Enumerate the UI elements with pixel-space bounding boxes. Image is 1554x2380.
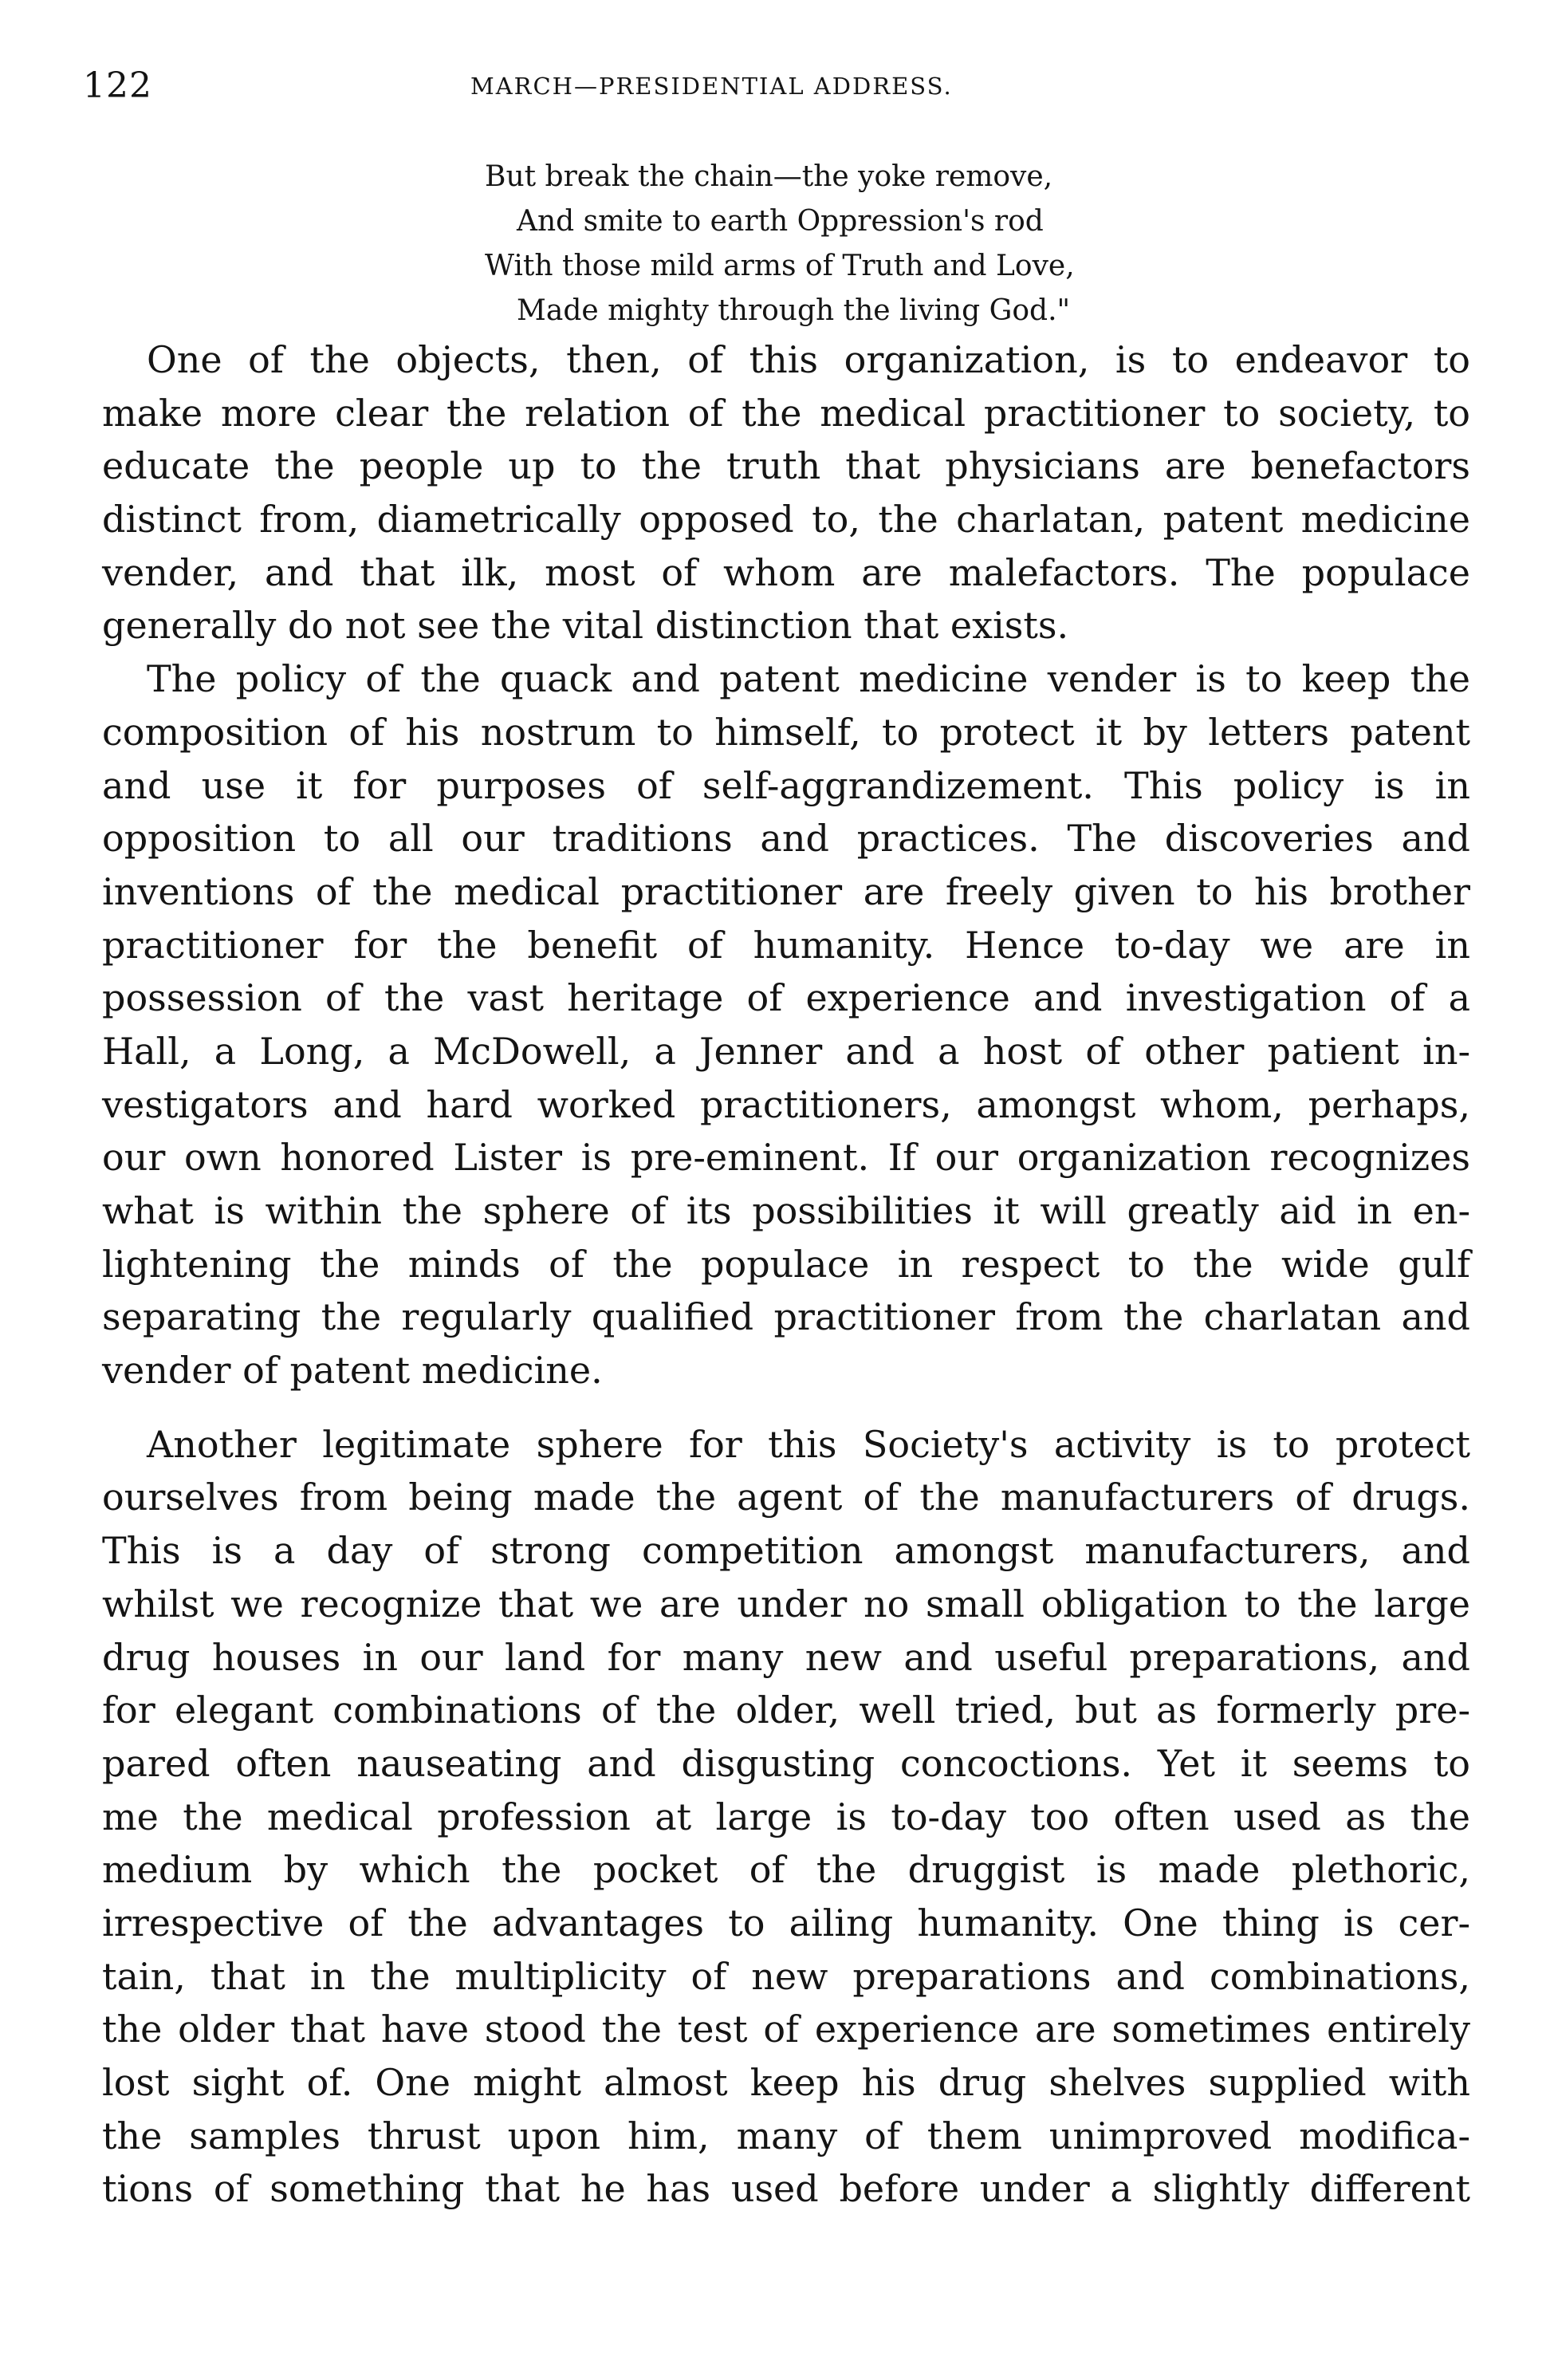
text-line: Another legitimate sphere for this Society's activity is to protect <box>147 1422 1470 1466</box>
text-line: separating the regularly qualified practitioner from the charlatan and <box>102 1295 1470 1339</box>
text-line: distinct from, diametrically opposed to, the charlatan, patent medicine <box>102 498 1470 542</box>
text-line: drug houses in our land for many new and useful preparations, and <box>102 1635 1470 1679</box>
paragraph-drug-manufacturers <box>102 1418 1470 2216</box>
running-title: MARCH—PRESIDENTIAL ADDRESS. <box>470 73 953 100</box>
text-line: The policy of the quack and patent medicine vender is to keep the <box>147 657 1470 701</box>
text-line: and use it for purposes of self-aggrandizement. This policy is in <box>102 763 1470 807</box>
text-line: This is a day of strong competition amongst manufacturers, and <box>102 1529 1470 1573</box>
text-line: our own honored Lister is pre-eminent. If our organization recognizes <box>102 1136 1470 1180</box>
page-number: 122 <box>83 65 152 106</box>
paragraph-quack-policy <box>102 652 1470 1397</box>
text-line: the older that have stood the test of experience are sometimes entirely <box>102 2008 1470 2051</box>
text-line: opposition to all our traditions and practices. The discoveries and <box>102 817 1470 861</box>
text-line: lost sight of. One might almost keep his drug shelves supplied with <box>102 2061 1470 2104</box>
text-line: educate the people up to the truth that physicians are benefactors <box>102 444 1470 488</box>
poem-line: With those mild arms of Truth and Love, <box>485 250 1075 282</box>
text-line: irrespective of the advantages to ailing humanity. One thing is cer- <box>102 1901 1470 1945</box>
text-line: tain, that in the multiplicity of new preparations and combinations, <box>102 1954 1470 1998</box>
text-line: practitioner for the benefit of humanity. Hence to-day we are in <box>102 923 1470 967</box>
text-line: me the medical profession at large is to-day too often used as the <box>102 1795 1470 1838</box>
paragraph-objects <box>102 333 1470 652</box>
text-line: pared often nauseating and disgusting concoctions. Yet it seems to <box>102 1741 1470 1785</box>
poem-line: And smite to earth Oppression's rod <box>517 205 1044 238</box>
text-line: the samples thrust upon him, many of them unimproved modifica- <box>102 2114 1470 2157</box>
text-line: for elegant combinations of the older, well tried, but as formerly pre- <box>102 1688 1470 1732</box>
text-line: medium by which the pocket of the druggist is made plethoric, <box>102 1848 1470 1892</box>
text-line: make more clear the relation of the medical practitioner to society, to <box>102 391 1470 435</box>
text-line: tions of something that he has used before under a slightly different <box>102 2167 1470 2211</box>
text-line: generally do not see the vital distinction that exists. <box>102 604 1069 648</box>
text-line: lightening the minds of the populace in respect to the wide gulf <box>102 1242 1470 1286</box>
text-line: Hall, a Long, a McDowell, a Jenner and a host of other patient in- <box>102 1029 1470 1073</box>
text-line: vender of patent medicine. <box>102 1349 603 1393</box>
text-line: possession of the vast heritage of experience and investigation of a <box>102 976 1470 1020</box>
page-header <box>83 62 1486 110</box>
paragraph-spacer <box>102 1397 1470 1418</box>
text-line: inventions of the medical practitioner are freely given to his brother <box>102 869 1470 913</box>
text-line: composition of his nostrum to himself, to protect it by letters patent <box>102 710 1470 754</box>
text-line: whilst we recognize that we are under no small obligation to the large <box>102 1582 1470 1625</box>
poem-stanza <box>485 155 1442 333</box>
text-line: One of the objects, then, of this organization, is to endeavor to <box>147 338 1470 381</box>
text-line: what is within the sphere of its possibilities it will greatly aid in en- <box>102 1189 1470 1232</box>
text-line: vestigators and hard worked practitioners, amongst whom, perhaps, <box>102 1082 1470 1126</box>
poem-line: Made mighty through the living God." <box>517 294 1071 327</box>
text-line: vender, and that ilk, most of whom are malefactors. The populace <box>102 550 1470 594</box>
text-line: ourselves from being made the agent of the manufacturers of drugs. <box>102 1476 1470 1519</box>
body-text <box>102 333 1470 2216</box>
poem-line: But break the chain—the yoke remove, <box>485 160 1053 193</box>
